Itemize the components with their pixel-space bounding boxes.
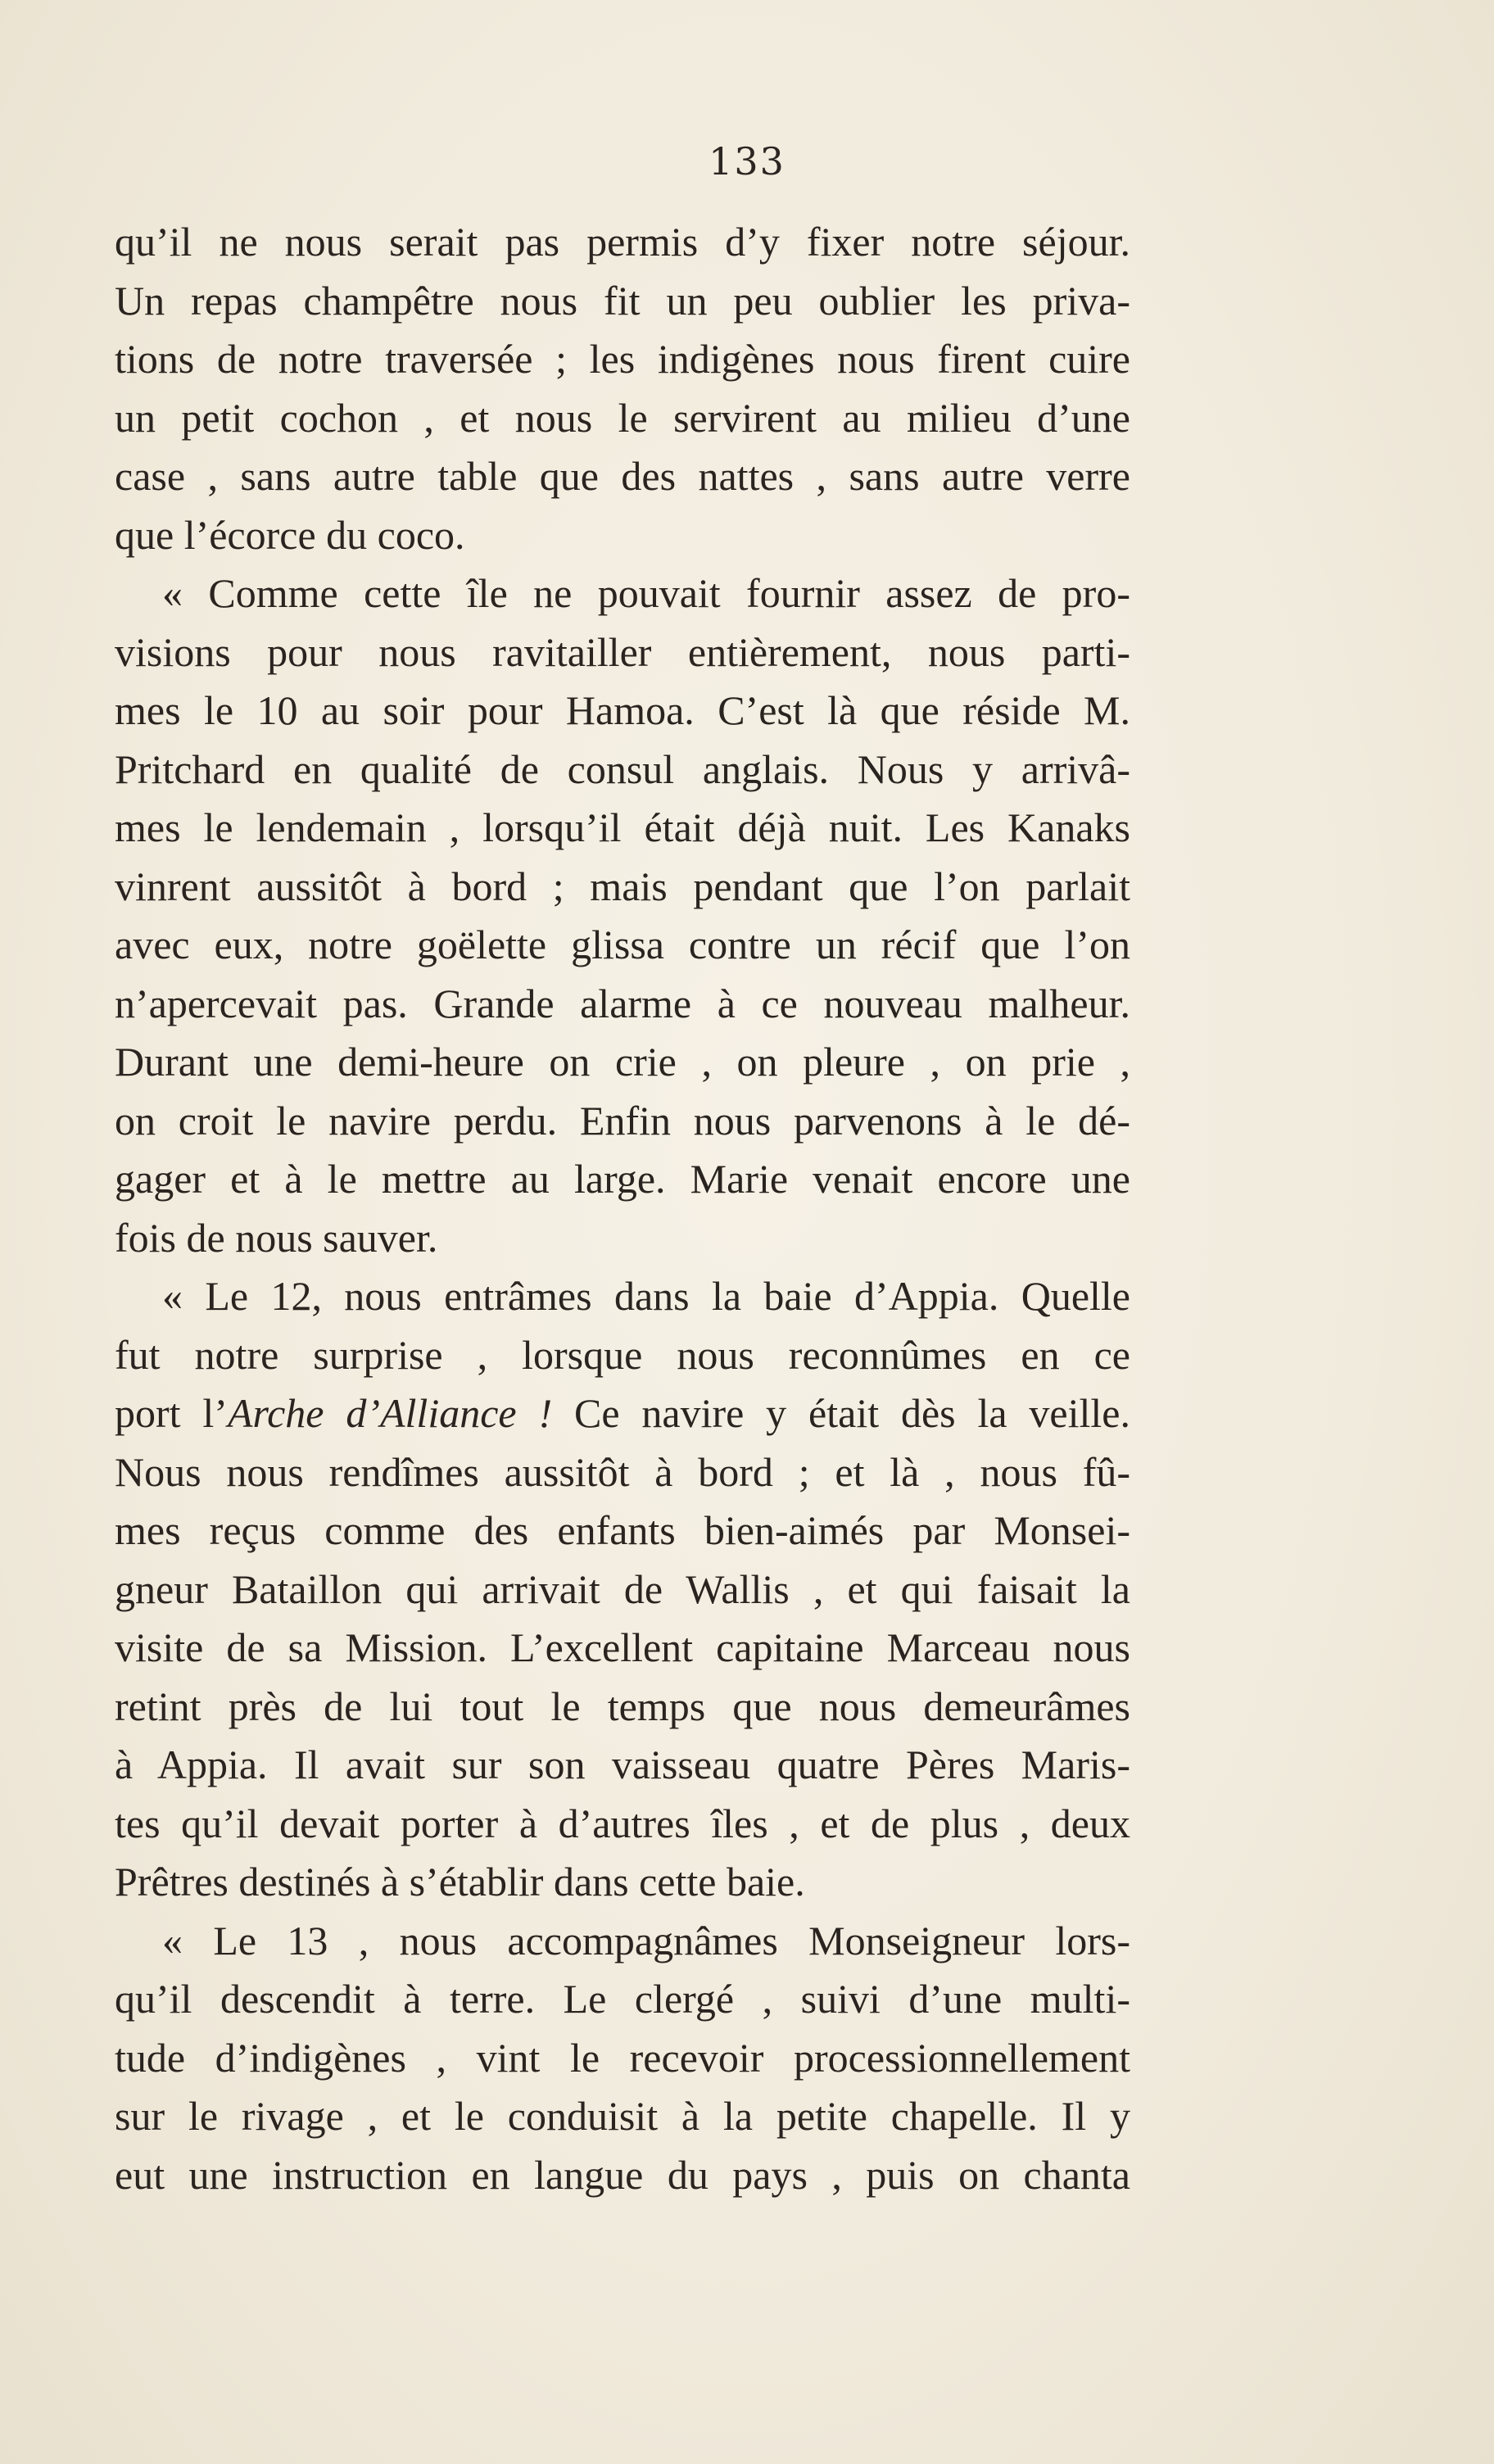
text-line: fut notre surprise , lorsque nous reconnûmes en ce xyxy=(115,1331,1130,1378)
text-line: sur le rivage , et le conduisit à la petite chapelle. Il y xyxy=(115,2093,1130,2139)
text-line: Un repas champêtre nous fit un peu oublier les priva- xyxy=(115,277,1130,324)
text-line: à Appia. Il avait sur son vaisseau quatre Pères Maris- xyxy=(115,1742,1130,1787)
text-line: Pritchard en qualité de consul anglais. Nous y arrivâ- xyxy=(115,745,1130,792)
text-line: fois de nous sauver. xyxy=(115,1214,438,1261)
text-line: tions de notre traversée ; les indigènes nous firent cuire xyxy=(115,336,1130,382)
text-line: mes le 10 au soir pour Hamoa. C’est là que réside M. xyxy=(115,687,1130,733)
text-line: case , sans autre table que des nattes , sans autre verre xyxy=(115,453,1130,499)
text-line xyxy=(115,1384,1130,1443)
text-line: « Le 12, nous entrâmes dans la baie d’Appia. Quelle xyxy=(162,1273,1130,1319)
text-segment: port l’ xyxy=(115,1390,228,1436)
text-line: visions pour nous ravitailler entièrement, nous parti- xyxy=(115,628,1130,675)
text-line: « Le 13 , nous accompagnâmes Monseigneur lors- xyxy=(162,1917,1130,1964)
text-line: Nous nous rendîmes aussitôt à bord ; et là , nous fû- xyxy=(115,1448,1130,1495)
text-line: Durant une demi-heure on crie , on pleure , on prie , xyxy=(115,1039,1130,1085)
text-line: gneur Bataillon qui arrivait de Wallis , et qui faisait la xyxy=(115,1565,1130,1612)
text-line: tude d’indigènes , vint le recevoir processionnellement xyxy=(115,2034,1130,2081)
text-line: eut une instruction en langue du pays , puis on chanta xyxy=(115,2151,1130,2198)
text-line: n’apercevait pas. Grande alarme à ce nouveau malheur. xyxy=(115,980,1130,1026)
page-number: 133 xyxy=(709,139,785,183)
text-line: un petit cochon , et nous le servirent au milieu d’une xyxy=(115,394,1130,441)
text-line: gager et à le mettre au large. Marie venait encore une xyxy=(115,1156,1130,1202)
text-line: qu’il ne nous serait pas permis d’y fixer notre séjour. xyxy=(115,219,1130,265)
text-line: qu’il descendit à terre. Le clergé , suivi d’une multi- xyxy=(115,1976,1130,2022)
text-line: vinrent aussitôt à bord ; mais pendant que l’on parlait xyxy=(115,863,1130,909)
text-line: Prêtres destinés à s’établir dans cette baie. xyxy=(115,1859,805,1905)
text-line: visite de sa Mission. L’excellent capitaine Marceau nous xyxy=(115,1624,1130,1670)
text-segment: Ce navire y était dès la veille. xyxy=(552,1390,1130,1436)
text-line: « Comme cette île ne pouvait fournir assez de pro- xyxy=(162,570,1130,616)
text-line: avec eux, notre goëlette glissa contre un récif que l’on xyxy=(115,922,1130,967)
text-line: mes reçus comme des enfants bien-aimés par Monsei- xyxy=(115,1507,1130,1553)
text-line: retint près de lui tout le temps que nous demeurâmes xyxy=(115,1683,1130,1729)
body-text xyxy=(115,213,1130,2204)
text-line: tes qu’il devait porter à d’autres îles , et de plus , deux xyxy=(115,1800,1130,1846)
text-line: que l’écorce du coco. xyxy=(115,511,465,558)
ship-name-italic: Arche d’Alliance ! xyxy=(227,1390,553,1436)
text-line: on croit le navire perdu. Enfin nous parvenons à le dé- xyxy=(115,1097,1130,1144)
text-line: mes le lendemain , lorsqu’il était déjà nuit. Les Kanaks xyxy=(115,804,1130,850)
